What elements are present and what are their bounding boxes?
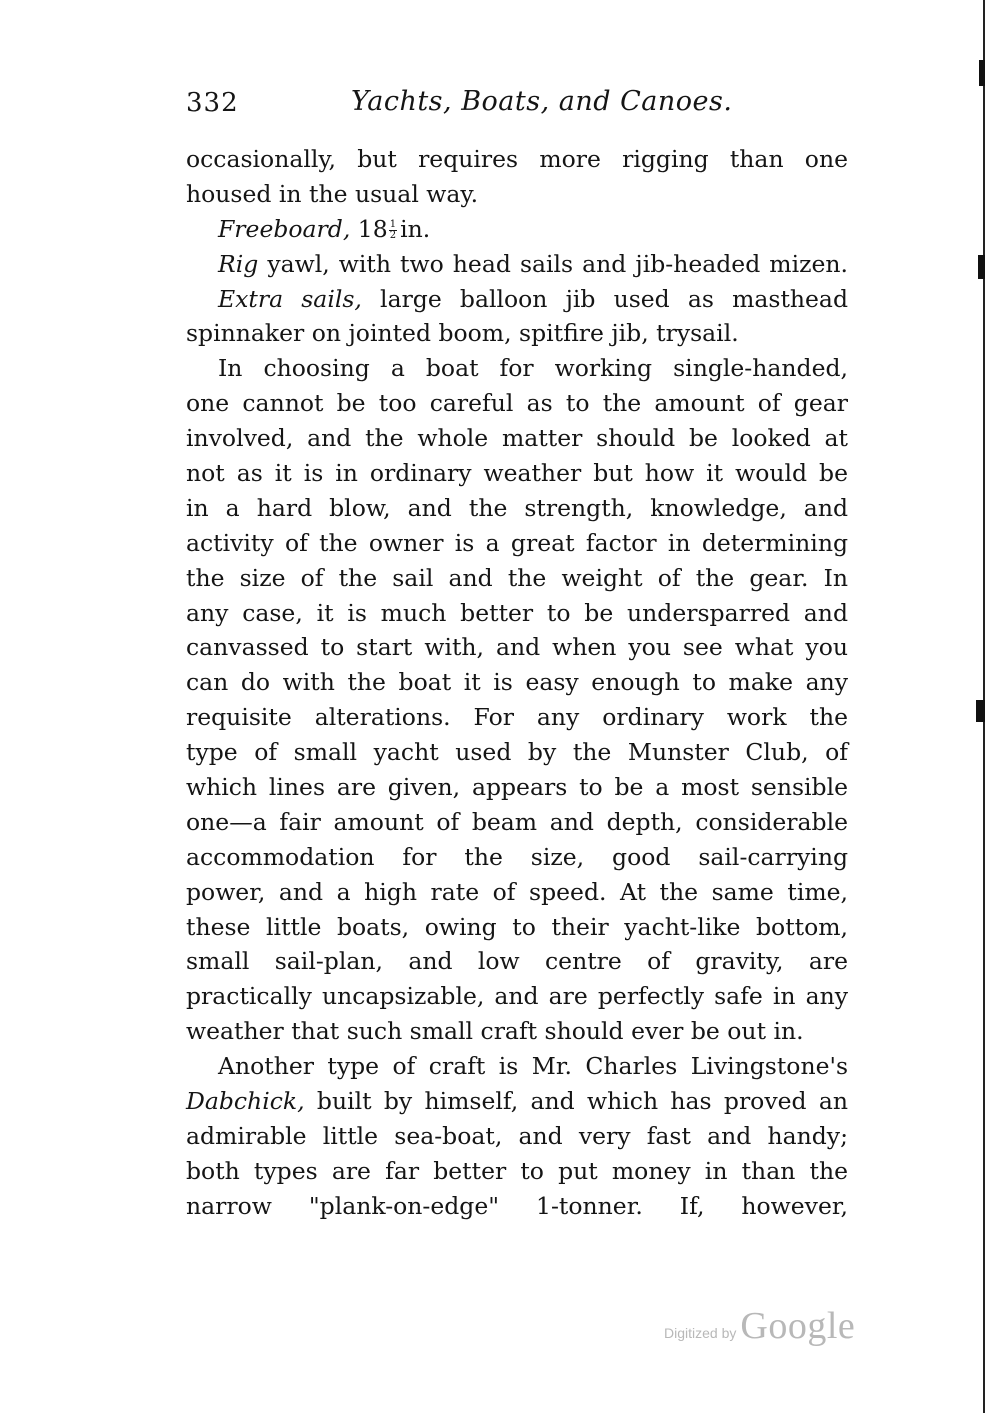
spec-term: Extra sails, (218, 284, 362, 313)
freeboard-entry (186, 212, 848, 247)
text-line: housed in the usual way. (186, 179, 479, 208)
fraction-numerator: 1 (389, 218, 397, 230)
text-line: which lines are given, appears to be a most sensible (186, 773, 848, 802)
text-line: any case, it is much better to be undersparred and (186, 598, 848, 627)
spec-value-whole: 18 (357, 214, 388, 243)
text-line: accommodation for the size, good sail-carrying (186, 842, 848, 871)
text-line: requisite alterations. For any ordinary work the (186, 703, 848, 732)
text-line: canvassed to start with, and when you see what you (186, 633, 848, 662)
text-line: narrow "plank-on-edge" 1-tonner. If, however, (186, 1191, 848, 1220)
rig-entry (186, 247, 848, 282)
text-line: one cannot be too careful as to the amount of gear (186, 389, 848, 418)
running-title: Yachts, Boats, and Canoes. (351, 86, 733, 117)
text-line: not as it is in ordinary weather but how it would be (186, 459, 848, 488)
text-line: weather that such small craft should ever be out in. (186, 1017, 804, 1046)
spec-unit: in. (400, 214, 431, 243)
page-number: 332 (186, 88, 239, 118)
text-line: small sail-plan, and low centre of gravity, are (186, 947, 848, 976)
watermark-prefix: Digitized by (664, 1325, 737, 1341)
fraction-denominator: 2 (389, 229, 397, 241)
text-line: power, and a high rate of speed. At the same time, (186, 877, 848, 906)
text-line: the size of the sail and the weight of the gear. In (186, 563, 848, 592)
page-header (186, 82, 850, 126)
text-line: in a hard blow, and the strength, knowledge, and (186, 493, 848, 522)
text-line: practically uncapsizable, and are perfectly safe in any (186, 982, 848, 1011)
fraction (389, 220, 397, 241)
extra-sails-entry (186, 282, 848, 317)
text-line: activity of the owner is a great factor in determining (186, 528, 848, 557)
digitized-by-google-watermark (664, 1304, 874, 1347)
google-logo: Google (740, 1305, 856, 1347)
spec-term: Freeboard, (218, 214, 351, 243)
spec-term: Rig (218, 249, 259, 278)
text-line: can do with the boat it is easy enough to make any (186, 668, 848, 697)
text-line: these little boats, owing to their yacht-like bottom, (186, 912, 848, 941)
boat-name: Dabchick, (186, 1087, 305, 1116)
page-edge-mark (976, 700, 985, 722)
spec-description: large balloon jib used as masthead (380, 284, 848, 313)
text-line: involved, and the whole matter should be looked at (186, 424, 848, 453)
page-edge-mark (979, 60, 985, 86)
text-line: type of small yacht used by the Munster Club, of (186, 738, 848, 767)
text-line: one—a fair amount of beam and depth, considerable (186, 807, 848, 836)
text-line: In choosing a boat for working single-handed, (218, 354, 848, 383)
text-line: spinnaker on jointed boom, spitfire jib, trysail. (186, 319, 739, 348)
text-line: admirable little sea-boat, and very fast and handy; (186, 1121, 848, 1150)
body-text (186, 142, 848, 1224)
page-edge-mark (978, 255, 985, 279)
text-span: built by himself, and which has proved an (316, 1087, 848, 1116)
dabchick-line (186, 1084, 848, 1119)
text-line: Another type of craft is Mr. Charles Livingstone's (218, 1052, 848, 1081)
text-line: both types are far better to put money in than the (186, 1156, 848, 1185)
spec-description: yawl, with two head sails and jib-headed mizen. (267, 249, 848, 278)
text-line: occasionally, but requires more rigging than one (186, 145, 848, 173)
